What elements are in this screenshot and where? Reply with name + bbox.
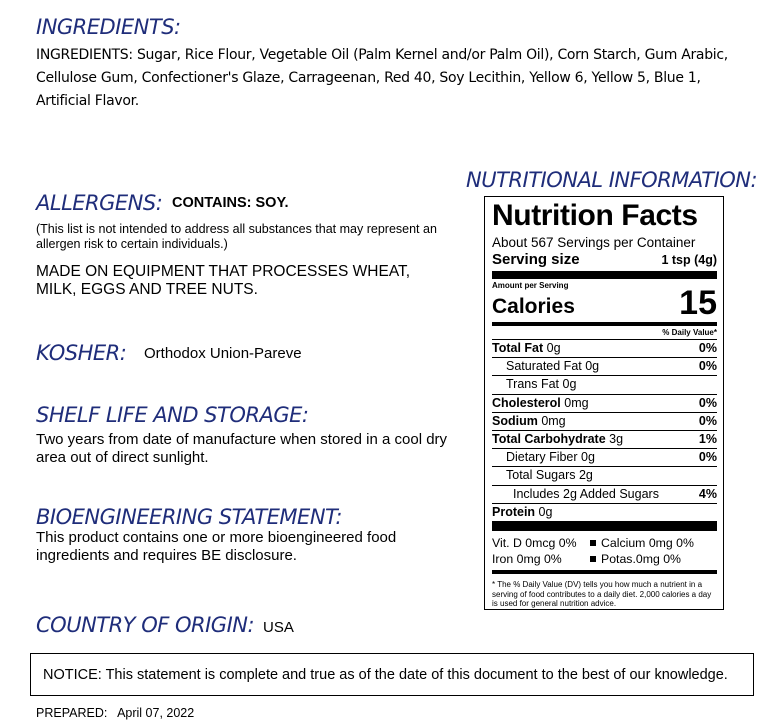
nutrient-dv: 0% <box>698 450 717 465</box>
prepared-label: PREPARED: <box>36 706 108 720</box>
bullet-square-icon <box>590 540 596 546</box>
nutrient-name: Sodium <box>492 413 538 428</box>
nutrient-name: Saturated Fat 0g <box>506 359 600 374</box>
nutrient-dv: 1% <box>698 432 717 447</box>
potassium: Potas.0mg 0% <box>601 552 681 567</box>
nutrient-amount: 0g <box>543 341 561 355</box>
daily-value-header: % Daily Value* <box>662 328 717 337</box>
nutrient-row-total-sugars <box>492 466 717 484</box>
calories-value: 15 <box>679 284 717 322</box>
kosher-heading: KOSHER: <box>36 341 127 365</box>
bullet-square-icon <box>590 556 596 562</box>
nutrient-row-dietary-fiber <box>492 448 717 466</box>
notice-text: NOTICE: This statement is complete and true as of the date of this document to the best of our knowledge. <box>43 666 728 683</box>
shelf-life-heading: SHELF LIFE AND STORAGE: <box>36 403 309 427</box>
vitamin-row <box>492 535 717 551</box>
nutrient-name: Total Sugars 2g <box>506 468 593 483</box>
nutrient-name: Trans Fat 0g <box>506 377 577 392</box>
nutrient-name: Includes 2g Added Sugars <box>513 486 659 501</box>
ingredients-text: INGREDIENTS: Sugar, Rice Flour, Vegetable Oil (Palm Kernel and/or Palm Oil), Corn Starch, Gum Arabic, Cellulose Gum, Confectioner's Glaze, Carrageenan, Red 40, Soy Lecithin, Yellow 6, Yellow 5, Blue 1, Artificial Flavor. <box>36 47 728 109</box>
calories-label: Calories <box>492 295 575 318</box>
iron: Iron 0mg 0% <box>492 552 562 567</box>
servings-per-container: About 567 Servings per Container <box>492 235 696 250</box>
nutrient-amount: 0mg <box>537 413 566 428</box>
nutrient-amount: 0g <box>535 504 553 519</box>
vitamin-d: Vit. D 0mcg 0% <box>492 536 577 551</box>
notice-box <box>30 653 754 696</box>
nutrient-row-trans-fat <box>492 375 717 393</box>
calcium: Calcium 0mg 0% <box>601 536 694 551</box>
origin-value: USA <box>263 619 294 636</box>
divider-thick <box>492 521 717 531</box>
allergens-contains: CONTAINS: SOY. <box>172 195 289 211</box>
nutrient-name: Protein <box>492 504 536 519</box>
divider-thick <box>492 271 717 279</box>
nutrient-amount: 3g <box>605 432 624 447</box>
prepared-row <box>36 704 194 722</box>
nutrient-row-sodium <box>492 412 717 430</box>
nutrient-row-total-carbohydrate <box>492 430 717 448</box>
serving-size-row <box>492 251 717 268</box>
nutrient-amount: 0mg <box>560 395 589 410</box>
kosher-value: Orthodox Union-Pareve <box>144 345 302 362</box>
nutrient-name: Total Carbohydrate <box>492 432 606 447</box>
serving-size-value: 1 tsp (4g) <box>661 253 717 267</box>
nutrient-row-saturated-fat <box>492 357 717 375</box>
prepared-date: April 07, 2022 <box>117 706 195 720</box>
nutrient-name: Dietary Fiber 0g <box>506 450 595 465</box>
allergens-heading: ALLERGENS: <box>36 191 163 215</box>
nutrient-row-protein <box>492 503 717 521</box>
nutrition-facts-title: Nutrition Facts <box>492 199 698 232</box>
bioengineering-text: This product contains one or more bioengineered food ingredients and requires BE disclosure. <box>36 529 397 564</box>
amount-per-serving: Amount per Serving <box>492 281 569 290</box>
allergens-disclaimer: (This list is not intended to address all substances that may represent an allergen risk to certain individuals.) <box>36 222 437 251</box>
bioengineering-heading: BIOENGINEERING STATEMENT: <box>36 505 342 529</box>
nutrient-row-cholesterol <box>492 394 717 412</box>
divider-medium <box>492 570 717 574</box>
origin-heading: COUNTRY OF ORIGIN: <box>36 613 255 637</box>
mineral-row <box>492 551 717 567</box>
daily-value-footnote: * The % Daily Value (DV) tells you how much a nutrient in a serving of food contributes to a daily diet. 2,000 calories a day is used for general nutrition advice. <box>492 580 712 609</box>
nutrient-dv: 0% <box>698 341 717 355</box>
allergens-equipment: MADE ON EQUIPMENT THAT PROCESSES WHEAT, MILK, EGGS AND TREE NUTS. <box>36 263 411 298</box>
nutrient-dv: 0% <box>698 395 717 410</box>
ingredients-heading: INGREDIENTS: <box>36 15 181 39</box>
nutrient-dv: 0% <box>698 413 717 428</box>
nutrient-row-added-sugars <box>492 485 717 503</box>
nutrient-name: Cholesterol <box>492 395 561 410</box>
nutrient-name: Total Fat <box>492 341 544 355</box>
serving-size-label: Serving size <box>492 251 580 268</box>
shelf-life-text: Two years from date of manufacture when stored in a cool dry area out of direct sunlight. <box>36 431 448 466</box>
nutrient-dv: 4% <box>698 486 717 501</box>
nutrition-heading: NUTRITIONAL INFORMATION: <box>466 168 758 192</box>
nutrient-dv: 0% <box>698 359 717 374</box>
nutrient-row-total-fat <box>492 339 717 357</box>
nutrition-facts-panel <box>484 196 724 610</box>
calories-row <box>492 286 717 320</box>
